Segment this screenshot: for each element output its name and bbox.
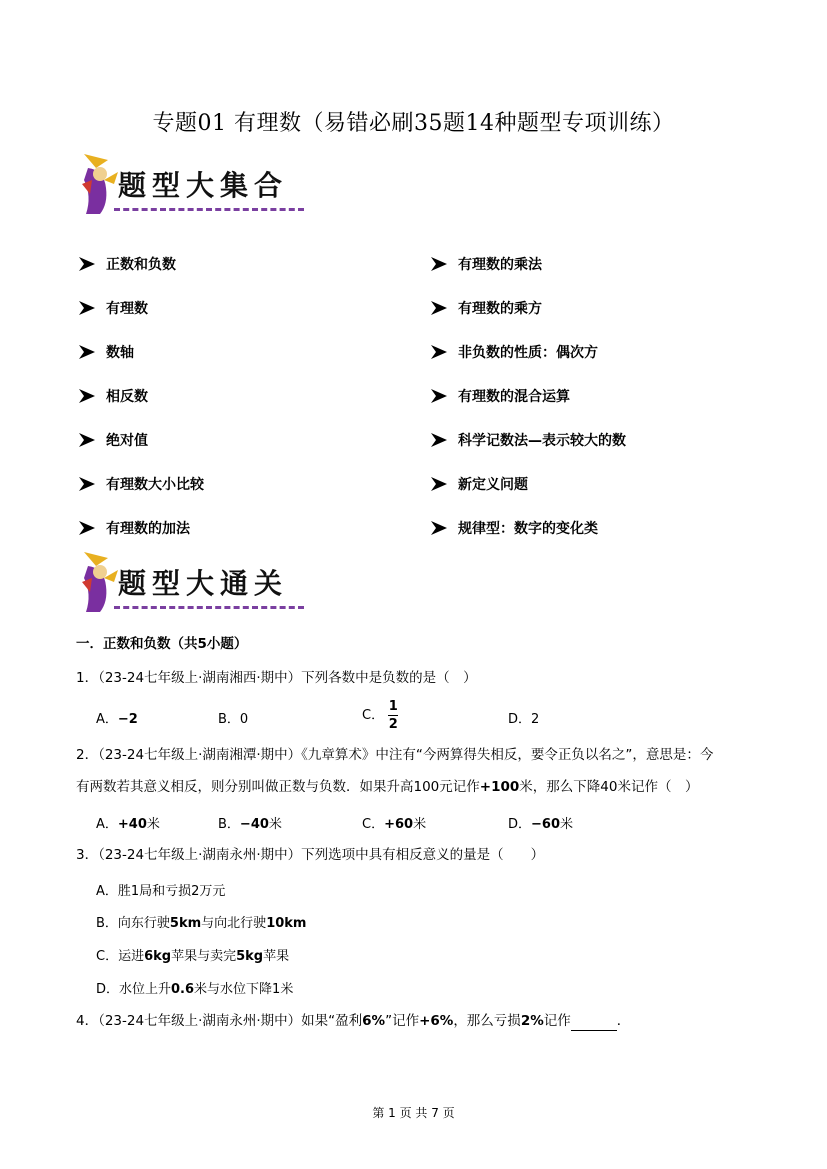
topic-item [78, 462, 204, 506]
text-segment: ”记作 [385, 1013, 420, 1029]
arrow-bullet-icon [78, 475, 96, 493]
banner-title: 题型大通关 [118, 567, 289, 600]
arrow-bullet-icon [78, 343, 96, 361]
math-value: 2% [520, 1013, 544, 1029]
fraction-bar [388, 715, 398, 716]
text-segment: 米与水位下降1米 [194, 982, 294, 997]
question-3-option-b [96, 912, 306, 931]
math-value: 5km [169, 916, 202, 931]
math-value: 10km [266, 916, 307, 931]
math-value: 6% [362, 1013, 386, 1029]
option-label: D． [508, 817, 532, 832]
topic-item [78, 506, 204, 550]
topic-item [78, 330, 204, 374]
topic-item [78, 242, 204, 286]
option-label: C． [362, 708, 385, 723]
fraction-numerator: 1 [388, 699, 398, 714]
wizard-logo-icon [78, 150, 122, 216]
option-label: C． [362, 817, 385, 832]
topic-list-left [78, 242, 204, 550]
text-segment: 有两数若其意义相反，则分别叫做正数与负数．如果升高100元记作 [76, 779, 480, 795]
question-1-option-b: B．0 [218, 712, 249, 727]
topic-label: 有理数的乘方 [458, 301, 542, 317]
question-2-option-a [96, 813, 160, 832]
text-segment: 苹果与卖完 [171, 949, 237, 964]
topic-label: 数轴 [106, 345, 134, 361]
topic-item [430, 330, 626, 374]
fraction [388, 700, 398, 731]
option-value: −60 [531, 817, 560, 832]
text-segment: 与向北行驶 [201, 916, 267, 931]
option-unit: 米 [560, 817, 574, 832]
arrow-bullet-icon [430, 431, 448, 449]
arrow-bullet-icon [78, 387, 96, 405]
arrow-bullet-icon [430, 255, 448, 273]
question-1-option-c [362, 700, 398, 731]
fraction-denominator: 2 [388, 717, 398, 732]
question-3-option-c [96, 945, 289, 964]
section-heading: 一．正数和负数（共5小题） [76, 636, 248, 652]
arrow-bullet-icon [78, 299, 96, 317]
math-value: 0.6 [171, 982, 195, 997]
topic-item [430, 462, 626, 506]
option-value: +60 [384, 817, 414, 832]
question-1-option-d: D．2 [508, 712, 540, 727]
arrow-bullet-icon [430, 343, 448, 361]
topic-item [430, 242, 626, 286]
question-1-option-a [96, 708, 138, 727]
math-value: 5kg [236, 949, 264, 964]
banner-title: 题型大集合 [118, 169, 289, 202]
section-banner-practice [78, 548, 308, 618]
option-label: B． [218, 817, 240, 832]
topic-label: 科学记数法—表示较大的数 [458, 433, 626, 449]
topic-item [430, 374, 626, 418]
question-2-line-2 [76, 777, 698, 797]
arrow-bullet-icon [430, 475, 448, 493]
text-segment: 记作 [543, 1013, 571, 1029]
arrow-bullet-icon [430, 387, 448, 405]
question-2-line-1: 2．（23-24七年级上·湖南湘潭·期中）《九章算术》中注有“今两算得失相反，要令正负以名之”，意思是：今 [76, 747, 714, 763]
text-segment: ，那么亏损 [453, 1013, 521, 1029]
question-2-option-b [218, 813, 282, 832]
text-segment: B．向东行驶 [96, 916, 170, 931]
option-label: A． [96, 817, 118, 832]
arrow-bullet-icon [78, 255, 96, 273]
option-unit: 米 [146, 817, 160, 832]
option-value: −2 [117, 712, 138, 727]
topic-list-right [430, 242, 626, 550]
answer-blank[interactable] [571, 1016, 617, 1031]
arrow-bullet-icon [78, 431, 96, 449]
banner-divider [114, 208, 304, 211]
topic-label: 有理数的加法 [106, 521, 190, 537]
question-2-option-c [362, 813, 426, 832]
math-value: 6kg [144, 949, 172, 964]
question-2-option-d [508, 813, 573, 832]
topic-label: 非负数的性质：偶次方 [458, 345, 598, 361]
question-3-option-d [96, 978, 293, 997]
banner-divider [114, 606, 304, 609]
text-segment: 米，那么下降40米记作（ ） [519, 779, 699, 795]
topic-label: 绝对值 [106, 433, 148, 449]
question-1-stem: 1．（23-24七年级上·湖南湘西·期中）下列各数中是负数的是（ ） [76, 670, 477, 686]
page-title: 专题01 有理数（易错必刷35题14种题型专项训练） [152, 111, 675, 136]
text-segment: 苹果 [263, 949, 290, 964]
text-segment: D．水位上升 [96, 982, 172, 997]
topic-label: 有理数大小比较 [106, 477, 204, 493]
question-4-stem [76, 1011, 630, 1031]
question-3-option-a: A．胜1局和亏损2万元 [96, 884, 226, 899]
option-value: −40 [239, 817, 269, 832]
topic-item [430, 286, 626, 330]
option-unit: 米 [413, 817, 427, 832]
math-value: +100 [479, 779, 520, 795]
math-value: +6% [419, 1013, 454, 1029]
topic-item [78, 374, 204, 418]
text-segment: C．运进 [96, 949, 145, 964]
topic-label: 有理数的混合运算 [458, 389, 570, 405]
question-3-stem: 3．（23-24七年级上·湖南永州·期中）下列选项中具有相反意义的量是（ ） [76, 847, 545, 863]
topic-label: 有理数 [106, 301, 148, 317]
topic-label: 正数和负数 [106, 257, 176, 273]
topic-label: 新定义问题 [458, 477, 528, 493]
topic-item [78, 286, 204, 330]
page-footer: 第 1 页 共 7 页 [372, 1106, 455, 1120]
option-value: +40 [117, 817, 147, 832]
topic-label: 有理数的乘法 [458, 257, 542, 273]
topic-item [430, 418, 626, 462]
arrow-bullet-icon [78, 519, 96, 537]
option-label: A． [96, 712, 118, 727]
arrow-bullet-icon [430, 519, 448, 537]
topic-item [430, 506, 626, 550]
option-unit: 米 [268, 817, 282, 832]
section-banner-collection [78, 150, 308, 220]
text-segment: 4．（23-24七年级上·湖南永州·期中）如果“盈利 [76, 1013, 363, 1029]
topic-label: 相反数 [106, 389, 148, 405]
arrow-bullet-icon [430, 299, 448, 317]
wizard-logo-icon [78, 548, 122, 614]
text-segment: ． [616, 1013, 631, 1029]
topic-label: 规律型：数字的变化类 [458, 521, 598, 537]
topic-item [78, 418, 204, 462]
